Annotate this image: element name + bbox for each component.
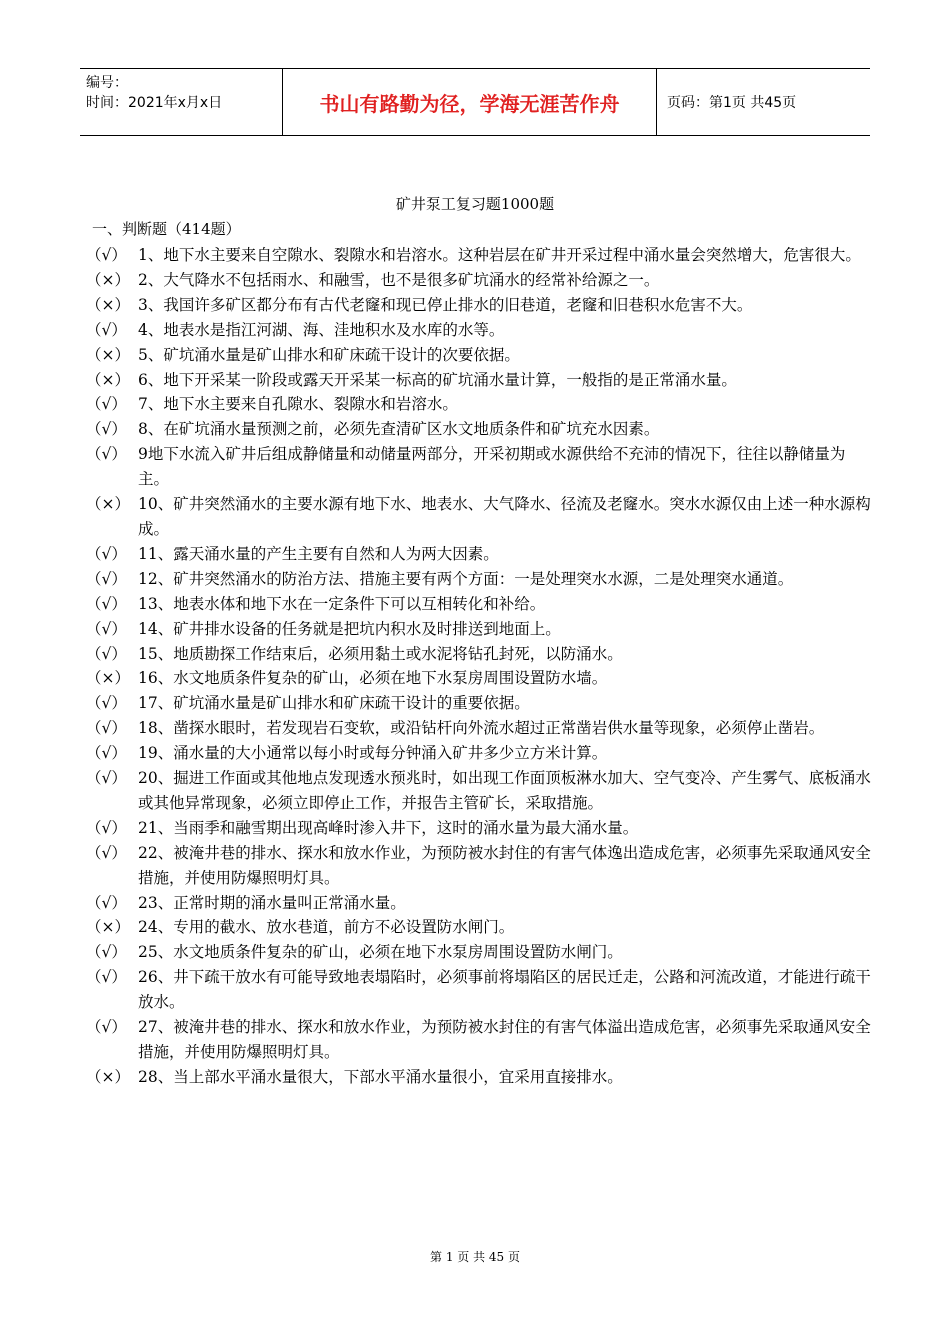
question-item	[86, 542, 876, 567]
question-text: 15、地质勘探工作结束后，必须用黏土或水泥将钻孔封死，以防涌水。	[138, 644, 623, 663]
number-label: 编号：	[86, 75, 128, 91]
answer-mark: （×）	[86, 918, 130, 937]
question-item	[86, 666, 876, 691]
question-text: 25、水文地质条件复杂的矿山，必须在地下水泵房周围设置防水闸门。	[138, 943, 623, 962]
question-text: 28、当上部水平涌水量很大，下部水平涌水量很小，宜采用直接排水。	[138, 1067, 623, 1086]
answer-mark: （√）	[86, 893, 127, 912]
question-item	[86, 492, 876, 542]
answer-mark: （√）	[86, 843, 127, 862]
answer-mark: （√）	[86, 719, 127, 738]
answer-mark: （×）	[86, 1067, 130, 1086]
answer-mark: （√）	[86, 619, 127, 638]
question-text: 21、当雨季和融雪期出现高峰时渗入井下，这时的涌水量为最大涌水量。	[138, 818, 639, 837]
answer-mark: （√）	[86, 943, 127, 962]
question-item	[86, 1015, 876, 1065]
question-text: 22、被淹井巷的排水、探水和放水作业，为预防被水封住的有害气体逸出造成危害，必须事先采取通风安全措施，并使用防爆照明灯具。	[138, 843, 871, 887]
question-list	[86, 243, 876, 1090]
answer-mark: （√）	[86, 395, 127, 414]
answer-mark: （√）	[86, 420, 127, 439]
question-item	[86, 691, 876, 716]
answer-mark: （√）	[86, 594, 127, 613]
question-text: 24、专用的截水、放水巷道，前方不必设置防水闸门。	[138, 918, 515, 937]
page-header	[80, 68, 870, 136]
question-text: 27、被淹井巷的排水、探水和放水作业，为预防被水封住的有害气体溢出造成危害，必须事先采取通风安全措施，并使用防爆照明灯具。	[138, 1018, 871, 1061]
question-item	[86, 841, 876, 891]
question-text: 4、地表水是指江河湖、海、洼地积水及水库的水等。	[138, 320, 505, 339]
answer-mark: （√）	[86, 320, 127, 339]
question-item	[86, 417, 876, 442]
answer-mark: （√）	[86, 744, 127, 763]
question-text: 10、矿井突然涌水的主要水源有地下水、地表水、大气降水、径流及老窿水。突水水源仅由上述一种水源构成。	[138, 495, 871, 538]
answer-mark: （√）	[86, 769, 127, 788]
answer-mark: （×）	[86, 345, 130, 364]
question-item	[86, 741, 876, 766]
question-text: 16、水文地质条件复杂的矿山，必须在地下水泵房周围设置防水墙。	[138, 669, 608, 688]
answer-mark: （×）	[86, 270, 130, 289]
answer-mark: （×）	[86, 295, 130, 314]
question-text: 6、地下开采某一阶段或露天开采某一标高的矿坑涌水量计算，一般指的是正常涌水量。	[138, 370, 737, 389]
question-item	[86, 642, 876, 667]
answer-mark: （√）	[86, 968, 127, 987]
document-title: 矿井泵工复习题1000题	[395, 195, 555, 213]
question-text: 1、地下水主要来自空隙水、裂隙水和岩溶水。这种岩层在矿井开采过程中涌水量会突然增大，危害很大。	[138, 246, 861, 264]
header-meta	[80, 69, 283, 135]
question-item	[86, 915, 876, 940]
question-item	[86, 592, 876, 617]
answer-mark: （√）	[86, 1018, 127, 1037]
question-text: 11、露天涌水量的产生主要有自然和人为两大因素。	[138, 544, 499, 563]
question-item	[86, 891, 876, 916]
answer-mark: （√）	[86, 644, 127, 663]
time-label: 时间：2021年x月x日	[86, 95, 223, 111]
question-item	[86, 442, 876, 492]
question-item	[86, 940, 876, 965]
answer-mark: （×）	[86, 370, 130, 389]
question-text: 20、掘进工作面或其他地点发现透水预兆时，如出现工作面顶板淋水加大、空气变冷、产生雾气、底板涌水或其他异常现象，必须立即停止工作，并报告主管矿长，采取措施。	[138, 769, 871, 812]
question-text: 14、矿井排水设备的任务就是把坑内积水及时排送到地面上。	[138, 619, 561, 638]
answer-mark: （√）	[86, 569, 127, 588]
question-item	[86, 293, 876, 318]
answer-mark: （×）	[86, 669, 130, 688]
question-item	[86, 368, 876, 393]
question-item	[86, 816, 876, 841]
question-item	[86, 343, 876, 368]
question-text: 7、地下水主要来自孔隙水、裂隙水和岩溶水。	[138, 395, 458, 414]
question-text: 3、我国许多矿区都分布有古代老窿和现已停止排水的旧巷道，老窿和旧巷积水危害不大。	[138, 295, 753, 314]
answer-mark: （√）	[86, 445, 127, 464]
question-item	[86, 617, 876, 642]
header-motto: 书山有路勤为径，学海无涯苦作舟	[283, 69, 657, 135]
question-item	[86, 268, 876, 293]
question-item	[86, 766, 876, 816]
answer-mark: （×）	[86, 495, 130, 514]
answer-mark: （√）	[86, 818, 127, 837]
question-item	[86, 716, 876, 741]
answer-mark: （√）	[86, 694, 127, 713]
question-text: 19、涌水量的大小通常以每小时或每分钟涌入矿井多少立方米计算。	[138, 744, 608, 763]
question-text: 5、矿坑涌水量是矿山排水和矿床疏干设计的次要依据。	[138, 345, 520, 364]
header-page-info: 页码：第1页 共45页	[667, 95, 797, 111]
page-footer: 第 1 页 共 45 页	[430, 1250, 520, 1264]
answer-mark: （√）	[86, 544, 127, 563]
question-text: 12、矿井突然涌水的防治方法、措施主要有两个方面：一是处理突水水源，二是处理突水通道。	[138, 569, 794, 588]
section-title: 一、判断题（414题）	[92, 220, 241, 238]
question-item	[86, 965, 876, 1015]
question-text: 23、正常时期的涌水量叫正常涌水量。	[138, 893, 406, 912]
question-text: 2、大气降水不包括雨水、和融雪，也不是很多矿坑涌水的经常补给源之一。	[138, 270, 660, 289]
question-text: 13、地表水体和地下水在一定条件下可以互相转化和补给。	[138, 594, 546, 613]
question-item	[86, 392, 876, 417]
answer-mark: （√）	[86, 246, 127, 264]
question-item	[86, 567, 876, 592]
question-item	[86, 243, 876, 268]
question-text: 18、凿探水眼时，若发现岩石变软，或沿钻杆向外流水超过正常凿岩供水量等现象，必须停止凿岩。	[138, 719, 825, 738]
question-text: 8、在矿坑涌水量预测之前，必须先查清矿区水文地质条件和矿坑充水因素。	[138, 420, 660, 439]
question-item	[86, 318, 876, 343]
question-item	[86, 1065, 876, 1090]
question-text: 17、矿坑涌水量是矿山排水和矿床疏干设计的重要依据。	[138, 694, 530, 713]
question-text: 9地下水流入矿井后组成静储量和动储量两部分，开采初期或水源供给不充沛的情况下，往往以静储量为主。	[138, 445, 846, 489]
question-text: 26、井下疏干放水有可能导致地表塌陷时，必须事前将塌陷区的居民迁走，公路和河流改道，才能进行疏干放水。	[138, 968, 871, 1012]
